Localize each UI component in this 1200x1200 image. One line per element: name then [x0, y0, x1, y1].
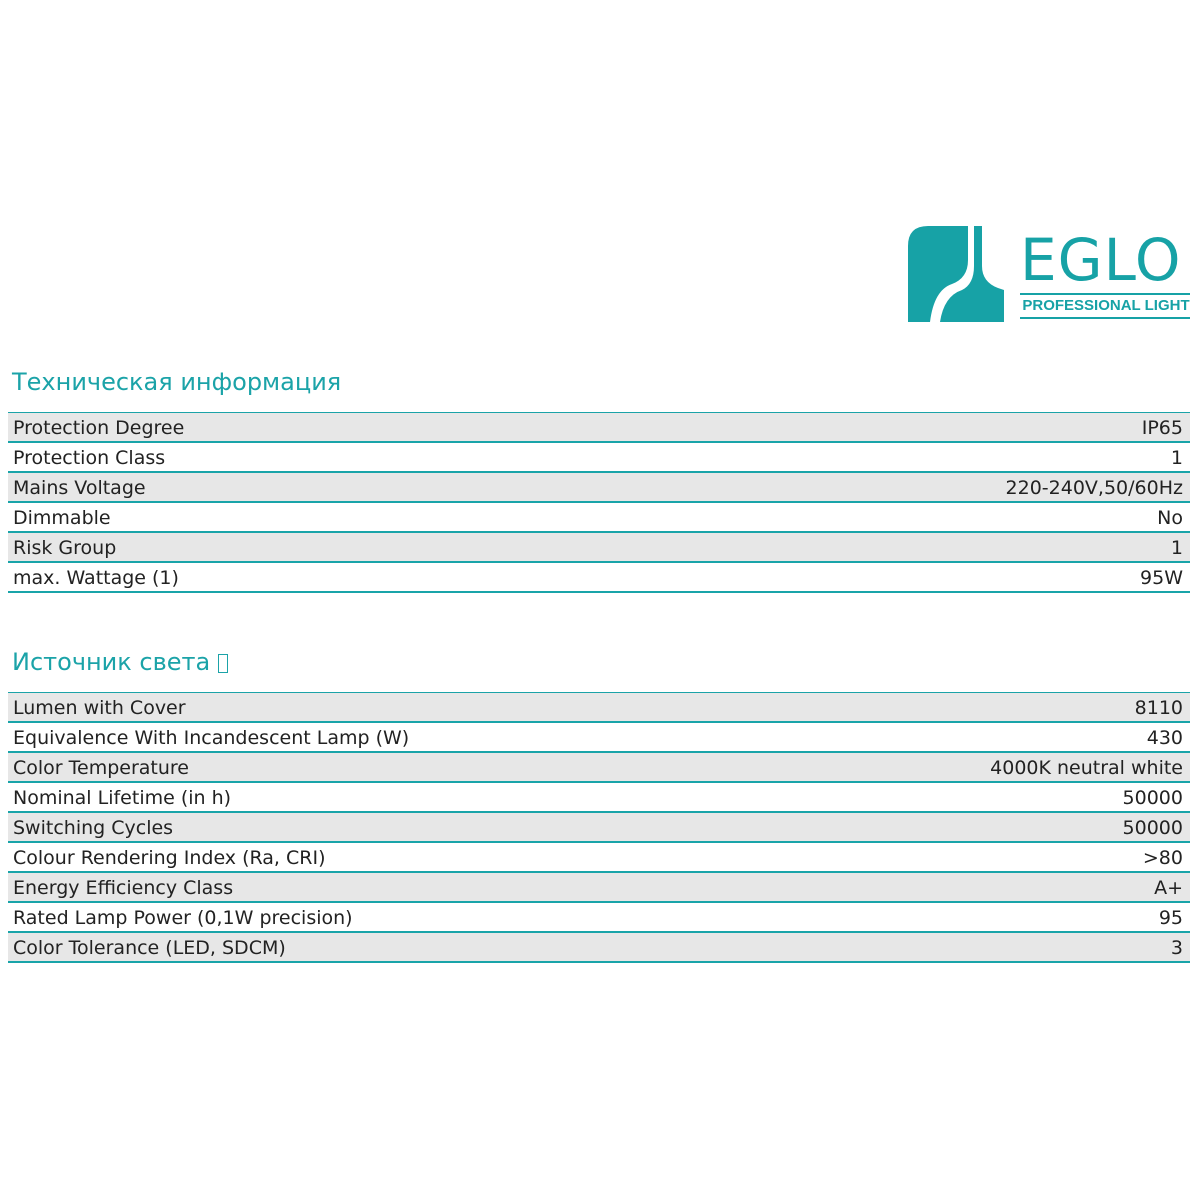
spec-label: Color Tolerance (LED, SDCM)	[13, 937, 286, 959]
table-row	[8, 503, 1190, 533]
table-row	[8, 933, 1190, 963]
table-row	[8, 873, 1190, 903]
spec-value: 3	[1170, 937, 1183, 959]
light-source-table	[8, 692, 1190, 963]
spec-label: Protection Class	[13, 447, 166, 469]
table-row	[8, 843, 1190, 873]
spec-value: 220-240V,50/60Hz	[1005, 477, 1183, 499]
table-row	[8, 813, 1190, 843]
brand-tagline: PROFESSIONAL LIGHT	[1022, 297, 1190, 314]
table-row	[8, 783, 1190, 813]
table-row	[8, 413, 1190, 443]
spec-label: Energy Efficiency Class	[13, 877, 234, 899]
spec-label: Mains Voltage	[13, 477, 146, 499]
spec-value: 50000	[1122, 787, 1183, 809]
spec-label: Colour Rendering Index (Ra, CRI)	[13, 847, 326, 869]
brand-logo	[908, 226, 1192, 322]
brand-name: EGLO	[1020, 226, 1182, 294]
spec-label: Lumen with Cover	[13, 697, 186, 719]
spec-label: Color Temperature	[13, 757, 190, 779]
spec-value: 50000	[1122, 817, 1183, 839]
light-source-title	[12, 648, 228, 676]
table-row	[8, 533, 1190, 563]
spec-value: 430	[1146, 727, 1183, 749]
table-row	[8, 473, 1190, 503]
spec-label: Risk Group	[13, 537, 117, 559]
table-row	[8, 693, 1190, 723]
table-row	[8, 563, 1190, 593]
spec-label: Nominal Lifetime (in h)	[13, 787, 232, 809]
missing-glyph-icon	[218, 654, 228, 673]
spec-label: Rated Lamp Power (0,1W precision)	[13, 907, 353, 929]
spec-label: max. Wattage (1)	[13, 567, 179, 589]
spec-value: No	[1157, 507, 1183, 529]
spec-value: A+	[1154, 877, 1183, 899]
technical-info-title	[12, 368, 341, 396]
spec-label: Switching Cycles	[13, 817, 174, 839]
table-row	[8, 443, 1190, 473]
spec-value: 95	[1158, 907, 1183, 929]
eglo-logo-icon	[908, 226, 1004, 322]
spec-value: 1	[1170, 447, 1183, 469]
spec-label: Protection Degree	[13, 417, 185, 439]
technical-info-title-text: Техническая информация	[12, 368, 342, 396]
spec-value: 1	[1170, 537, 1183, 559]
spec-label: Equivalence With Incandescent Lamp (W)	[13, 727, 410, 749]
table-row	[8, 903, 1190, 933]
table-row	[8, 723, 1190, 753]
spec-value: 8110	[1134, 697, 1183, 719]
table-row	[8, 753, 1190, 783]
spec-value: >80	[1142, 847, 1183, 869]
spec-value: IP65	[1141, 417, 1183, 439]
spec-value: 4000K neutral white	[990, 757, 1183, 779]
light-source-title-text: Источник света	[12, 648, 211, 676]
spec-value: 95W	[1140, 567, 1183, 589]
spec-label: Dimmable	[13, 507, 111, 529]
technical-info-table	[8, 412, 1190, 593]
